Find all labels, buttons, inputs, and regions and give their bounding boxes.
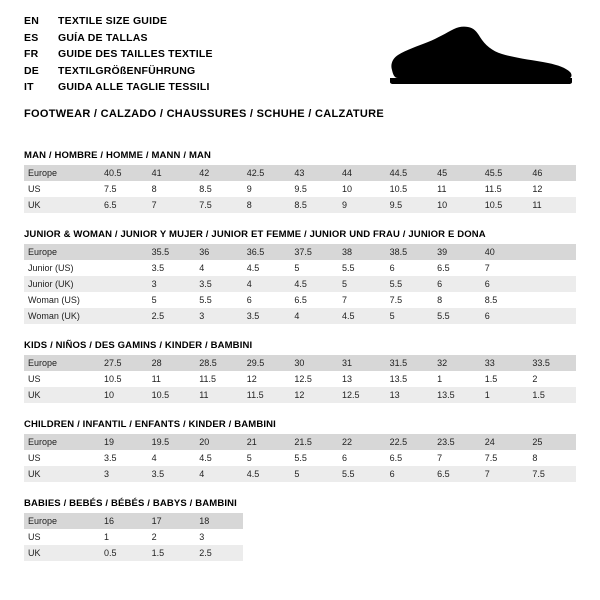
size-cell bbox=[528, 545, 576, 561]
size-tables bbox=[0, 150, 600, 561]
size-cell: 1 bbox=[481, 387, 529, 403]
size-cell: 2.5 bbox=[148, 308, 196, 324]
size-cell: 6.5 bbox=[386, 450, 434, 466]
size-group-title: KIDS / NIÑOS / DES GAMINS / KINDER / BAMBINI bbox=[24, 340, 253, 351]
size-cell: 7 bbox=[481, 260, 529, 276]
size-cell: 8 bbox=[528, 450, 576, 466]
size-cell: 17 bbox=[148, 513, 196, 529]
size-cell: 31.5 bbox=[386, 355, 434, 371]
size-cell bbox=[528, 529, 576, 545]
size-cell bbox=[243, 545, 291, 561]
size-cell: 4.5 bbox=[338, 308, 386, 324]
size-cell: 9.5 bbox=[386, 197, 434, 213]
table-row bbox=[24, 260, 576, 276]
row-label: Europe bbox=[24, 165, 100, 181]
size-cell: 5 bbox=[148, 292, 196, 308]
size-cell: 24 bbox=[481, 434, 529, 450]
size-cell: 12.5 bbox=[290, 371, 338, 387]
size-cell: 6 bbox=[481, 308, 529, 324]
size-cell: 10 bbox=[433, 197, 481, 213]
size-cell: 6 bbox=[243, 292, 291, 308]
size-cell: 3.5 bbox=[243, 308, 291, 324]
language-code: DE bbox=[24, 64, 39, 77]
row-label: US bbox=[24, 450, 100, 466]
size-cell bbox=[386, 545, 434, 561]
table-row bbox=[24, 466, 576, 482]
size-cell bbox=[433, 545, 481, 561]
size-cell: 6.5 bbox=[100, 197, 148, 213]
size-cell: 5 bbox=[243, 450, 291, 466]
size-group-title: CHILDREN / INFANTIL / ENFANTS / KINDER / BAMBINI bbox=[24, 419, 276, 430]
size-cell: 10.5 bbox=[481, 197, 529, 213]
size-cell: 12 bbox=[290, 387, 338, 403]
size-group-title: JUNIOR & WOMAN / JUNIOR Y MUJER / JUNIOR ET FEMME / JUNIOR UND FRAU / JUNIOR E DONA bbox=[24, 229, 486, 240]
size-cell bbox=[481, 545, 529, 561]
size-cell: 45 bbox=[433, 165, 481, 181]
size-cell bbox=[386, 513, 434, 529]
size-cell: 37.5 bbox=[290, 244, 338, 260]
size-cell bbox=[338, 513, 386, 529]
language-code: ES bbox=[24, 31, 39, 44]
size-cell: 38 bbox=[338, 244, 386, 260]
size-cell: 8 bbox=[148, 181, 196, 197]
size-cell: 4.5 bbox=[290, 276, 338, 292]
size-cell: 2 bbox=[148, 529, 196, 545]
table-row bbox=[24, 450, 576, 466]
language-title: TEXTILGRÖßENFÜHRUNG bbox=[58, 64, 196, 77]
size-cell: 8 bbox=[243, 197, 291, 213]
size-group bbox=[24, 150, 576, 213]
size-cell: 9 bbox=[243, 181, 291, 197]
size-cell: 5.5 bbox=[386, 276, 434, 292]
size-cell: 2.5 bbox=[195, 545, 243, 561]
size-cell: 7.5 bbox=[481, 450, 529, 466]
size-cell bbox=[528, 244, 576, 260]
language-code: EN bbox=[24, 15, 39, 27]
size-group bbox=[24, 229, 576, 324]
size-cell: 1 bbox=[100, 529, 148, 545]
size-cell bbox=[290, 513, 338, 529]
size-cell: 35.5 bbox=[148, 244, 196, 260]
table-row bbox=[24, 513, 576, 529]
size-table bbox=[24, 434, 576, 482]
row-label: Europe bbox=[24, 434, 100, 450]
size-cell: 3 bbox=[195, 308, 243, 324]
size-cell bbox=[100, 308, 148, 324]
size-cell: 5 bbox=[338, 276, 386, 292]
size-cell: 44.5 bbox=[386, 165, 434, 181]
size-cell: 21 bbox=[243, 434, 291, 450]
dress-shoe-icon bbox=[384, 24, 574, 86]
table-row bbox=[24, 292, 576, 308]
table-row bbox=[24, 529, 576, 545]
size-cell: 7 bbox=[481, 466, 529, 482]
size-cell: 12 bbox=[243, 371, 291, 387]
size-cell: 7 bbox=[338, 292, 386, 308]
size-cell: 22.5 bbox=[386, 434, 434, 450]
size-table bbox=[24, 244, 576, 324]
language-code: FR bbox=[24, 48, 39, 60]
row-label: UK bbox=[24, 466, 100, 482]
size-cell: 5.5 bbox=[290, 450, 338, 466]
size-cell bbox=[481, 513, 529, 529]
size-cell: 7.5 bbox=[528, 466, 576, 482]
size-cell: 11.5 bbox=[195, 371, 243, 387]
language-code: IT bbox=[24, 81, 34, 93]
row-label: Junior (UK) bbox=[24, 276, 100, 292]
size-cell bbox=[528, 276, 576, 292]
table-row bbox=[24, 371, 576, 387]
size-cell: 44 bbox=[338, 165, 386, 181]
size-cell: 4 bbox=[195, 260, 243, 276]
size-cell: 32 bbox=[433, 355, 481, 371]
size-cell: 19.5 bbox=[148, 434, 196, 450]
size-cell: 4.5 bbox=[195, 450, 243, 466]
size-cell: 25 bbox=[528, 434, 576, 450]
size-cell: 7 bbox=[433, 450, 481, 466]
size-cell: 5.5 bbox=[338, 260, 386, 276]
row-label: Woman (UK) bbox=[24, 308, 100, 324]
size-cell: 28 bbox=[148, 355, 196, 371]
table-row bbox=[24, 434, 576, 450]
size-cell bbox=[100, 244, 148, 260]
size-cell: 11.5 bbox=[481, 181, 529, 197]
row-label: Europe bbox=[24, 355, 100, 371]
size-cell: 33.5 bbox=[528, 355, 576, 371]
size-cell: 4 bbox=[243, 276, 291, 292]
size-cell: 10 bbox=[338, 181, 386, 197]
size-cell: 6.5 bbox=[433, 260, 481, 276]
size-cell: 31 bbox=[338, 355, 386, 371]
size-cell: 8 bbox=[433, 292, 481, 308]
size-cell bbox=[100, 292, 148, 308]
size-cell bbox=[243, 529, 291, 545]
size-table bbox=[24, 165, 576, 213]
size-cell: 43 bbox=[290, 165, 338, 181]
size-cell: 9.5 bbox=[290, 181, 338, 197]
size-cell: 10.5 bbox=[148, 387, 196, 403]
size-group bbox=[24, 419, 576, 482]
size-cell bbox=[528, 292, 576, 308]
size-cell: 5 bbox=[290, 260, 338, 276]
table-row bbox=[24, 355, 576, 371]
row-label: UK bbox=[24, 197, 100, 213]
row-label: Europe bbox=[24, 513, 100, 529]
size-cell bbox=[100, 276, 148, 292]
size-cell: 5.5 bbox=[338, 466, 386, 482]
size-cell bbox=[290, 545, 338, 561]
size-cell bbox=[386, 529, 434, 545]
row-label: UK bbox=[24, 387, 100, 403]
size-cell: 11.5 bbox=[243, 387, 291, 403]
size-cell bbox=[433, 513, 481, 529]
table-row bbox=[24, 545, 576, 561]
table-row bbox=[24, 165, 576, 181]
size-cell: 9 bbox=[338, 197, 386, 213]
size-cell: 11 bbox=[148, 371, 196, 387]
size-cell: 3 bbox=[195, 529, 243, 545]
size-cell: 29.5 bbox=[243, 355, 291, 371]
size-cell: 10 bbox=[100, 387, 148, 403]
row-label: Junior (US) bbox=[24, 260, 100, 276]
size-cell: 27.5 bbox=[100, 355, 148, 371]
size-cell: 3 bbox=[148, 276, 196, 292]
size-cell: 10.5 bbox=[100, 371, 148, 387]
size-group-title: MAN / HOMBRE / HOMME / MANN / MAN bbox=[24, 150, 212, 161]
size-cell bbox=[100, 260, 148, 276]
table-row bbox=[24, 197, 576, 213]
size-cell: 23.5 bbox=[433, 434, 481, 450]
size-cell bbox=[528, 260, 576, 276]
size-cell: 7.5 bbox=[195, 197, 243, 213]
size-cell: 0.5 bbox=[100, 545, 148, 561]
size-cell: 42.5 bbox=[243, 165, 291, 181]
size-cell: 12.5 bbox=[338, 387, 386, 403]
size-cell: 4 bbox=[195, 466, 243, 482]
size-cell: 6 bbox=[481, 276, 529, 292]
size-cell: 4.5 bbox=[243, 466, 291, 482]
size-table bbox=[24, 355, 576, 403]
size-cell bbox=[338, 545, 386, 561]
row-label: Europe bbox=[24, 244, 100, 260]
size-cell: 6 bbox=[433, 276, 481, 292]
size-group-title: BABIES / BEBÉS / BÉBÉS / BABYS / BAMBINI bbox=[24, 498, 237, 509]
size-cell: 36 bbox=[195, 244, 243, 260]
size-cell bbox=[290, 529, 338, 545]
row-label: US bbox=[24, 529, 100, 545]
size-cell: 40 bbox=[481, 244, 529, 260]
size-cell: 6 bbox=[338, 450, 386, 466]
size-cell: 2 bbox=[528, 371, 576, 387]
size-cell: 1 bbox=[433, 371, 481, 387]
size-cell: 4 bbox=[290, 308, 338, 324]
size-cell bbox=[433, 529, 481, 545]
size-cell: 11 bbox=[195, 387, 243, 403]
size-cell: 45.5 bbox=[481, 165, 529, 181]
size-cell: 5.5 bbox=[195, 292, 243, 308]
size-cell: 3.5 bbox=[148, 466, 196, 482]
size-cell: 11 bbox=[528, 197, 576, 213]
size-cell: 20 bbox=[195, 434, 243, 450]
size-cell: 39 bbox=[433, 244, 481, 260]
size-cell: 42 bbox=[195, 165, 243, 181]
size-cell: 3.5 bbox=[100, 450, 148, 466]
row-label: Woman (US) bbox=[24, 292, 100, 308]
page-title: FOOTWEAR / CALZADO / CHAUSSURES / SCHUHE / CALZATURE bbox=[24, 108, 385, 120]
size-table bbox=[24, 513, 576, 561]
row-label: US bbox=[24, 181, 100, 197]
language-title: GUÍA DE TALLAS bbox=[58, 31, 148, 44]
size-cell: 5 bbox=[290, 466, 338, 482]
size-cell: 8.5 bbox=[290, 197, 338, 213]
table-row bbox=[24, 276, 576, 292]
size-group bbox=[24, 498, 576, 561]
size-cell: 46 bbox=[528, 165, 576, 181]
size-cell: 5.5 bbox=[433, 308, 481, 324]
size-cell: 38.5 bbox=[386, 244, 434, 260]
table-row bbox=[24, 181, 576, 197]
size-cell bbox=[528, 308, 576, 324]
size-cell: 19 bbox=[100, 434, 148, 450]
size-cell: 13.5 bbox=[433, 387, 481, 403]
table-row bbox=[24, 387, 576, 403]
size-cell: 7 bbox=[148, 197, 196, 213]
table-row bbox=[24, 308, 576, 324]
size-cell: 36.5 bbox=[243, 244, 291, 260]
size-cell: 6.5 bbox=[290, 292, 338, 308]
size-cell: 3.5 bbox=[148, 260, 196, 276]
size-cell: 30 bbox=[290, 355, 338, 371]
row-label: US bbox=[24, 371, 100, 387]
size-cell: 10.5 bbox=[386, 181, 434, 197]
size-cell: 16 bbox=[100, 513, 148, 529]
language-title: GUIDE DES TAILLES TEXTILE bbox=[58, 48, 213, 60]
size-cell: 3 bbox=[100, 466, 148, 482]
size-cell: 8.5 bbox=[481, 292, 529, 308]
size-cell: 1.5 bbox=[528, 387, 576, 403]
size-cell: 12 bbox=[528, 181, 576, 197]
language-title: GUIDA ALLE TAGLIE TESSILI bbox=[58, 81, 210, 93]
size-cell: 41 bbox=[148, 165, 196, 181]
size-cell: 5 bbox=[386, 308, 434, 324]
size-cell: 1.5 bbox=[481, 371, 529, 387]
size-cell: 28.5 bbox=[195, 355, 243, 371]
size-cell: 8.5 bbox=[195, 181, 243, 197]
size-cell: 7.5 bbox=[386, 292, 434, 308]
size-cell: 4 bbox=[148, 450, 196, 466]
size-cell: 11 bbox=[433, 181, 481, 197]
size-cell bbox=[481, 529, 529, 545]
size-cell: 1.5 bbox=[148, 545, 196, 561]
size-cell: 22 bbox=[338, 434, 386, 450]
size-group bbox=[24, 340, 576, 403]
size-cell: 7.5 bbox=[100, 181, 148, 197]
size-cell: 6 bbox=[386, 466, 434, 482]
size-cell: 4.5 bbox=[243, 260, 291, 276]
size-cell bbox=[243, 513, 291, 529]
size-cell: 33 bbox=[481, 355, 529, 371]
size-cell: 3.5 bbox=[195, 276, 243, 292]
document-header bbox=[0, 0, 600, 92]
size-cell: 21.5 bbox=[290, 434, 338, 450]
row-label: UK bbox=[24, 545, 100, 561]
language-title: TEXTILE SIZE GUIDE bbox=[58, 15, 168, 27]
size-cell: 13.5 bbox=[386, 371, 434, 387]
size-cell: 13 bbox=[338, 371, 386, 387]
size-cell: 18 bbox=[195, 513, 243, 529]
size-cell: 40.5 bbox=[100, 165, 148, 181]
table-row bbox=[24, 244, 576, 260]
size-cell: 6.5 bbox=[433, 466, 481, 482]
size-cell: 13 bbox=[386, 387, 434, 403]
size-cell: 6 bbox=[386, 260, 434, 276]
size-cell bbox=[338, 529, 386, 545]
size-cell bbox=[528, 513, 576, 529]
